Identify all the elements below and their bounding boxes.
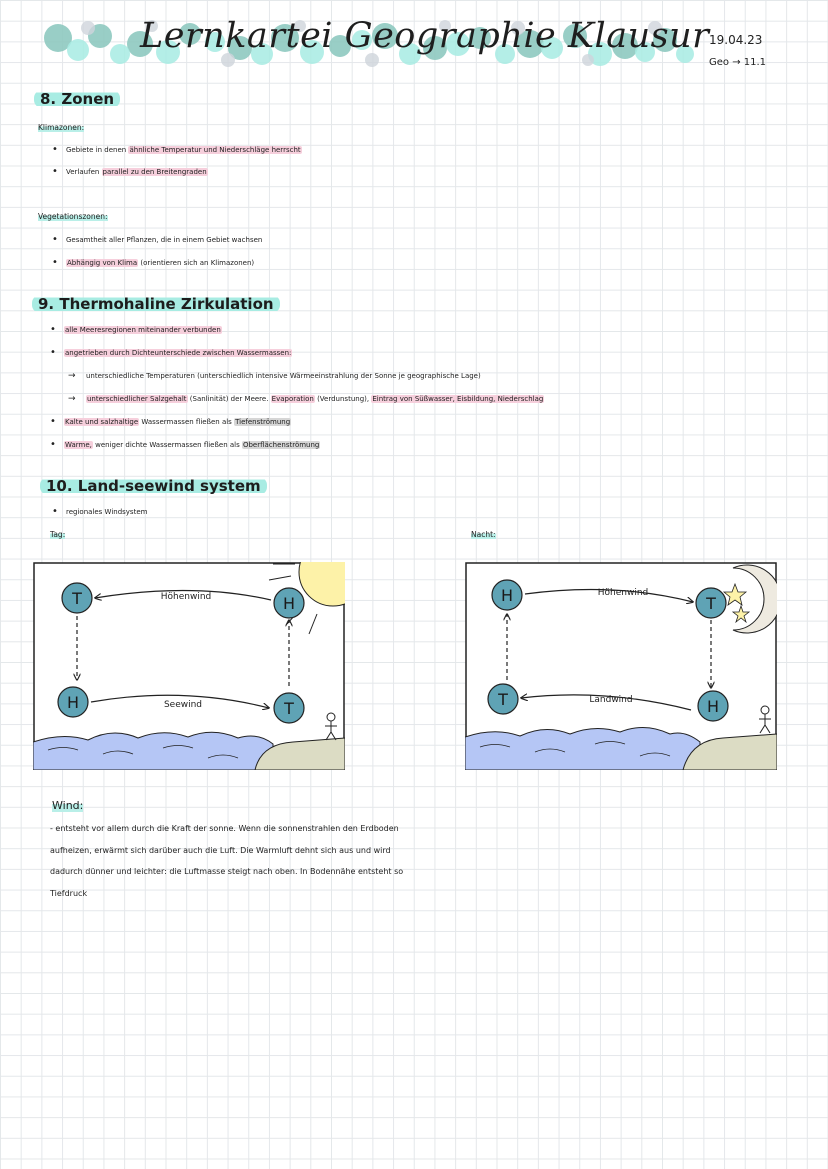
wind-line-3: dadurch dünner und leichter: die Luftmasse steigt nach oben. In Bodennähe entsteht so [50,867,404,876]
tag-bottom-left-pressure: H [66,693,80,712]
vegetationszonen-label: Vegetationszonen: [38,212,108,221]
veg-bullet-2-highlight: Abhängig von Klima [67,259,138,267]
tag-top-right-pressure: H [282,594,296,613]
section-9-heading: 9. Thermohaline Zirkulation [32,295,280,313]
wind-line-4: Tiefdruck [50,888,88,898]
tag-diagram [33,562,345,770]
thermo-bullet-3 [64,418,291,426]
tag-top-left-pressure: T [72,589,82,608]
thermo-bullet-4-text: weniger dichte Wassermassen fließen als [95,441,240,449]
section-8-heading: 8. Zonen [34,90,120,108]
thermo-bullet-3-highlight: Kalte und salzhaltige [65,418,139,426]
nacht-bottom-right-pressure: H [706,697,720,716]
wind-line-1: - entsteht vor allem durch die Kraft der sonne. Wenn die sonnenstrahlen den Erdboden [50,824,399,833]
thermo-arrow-2-text-2: (Verdunstung), [317,395,370,403]
oberflaechenstroemung-tag: Oberflächenströmung [242,441,320,449]
section-10-heading: 10. Land-seewind system [40,477,267,495]
thermo-bullet-2-highlight: angetrieben durch Dichteunterschiede zwischen Wassermassen: [65,349,292,357]
klima-bullet-1-highlight: ähnliche Temperatur und Niederschläge herrscht [129,146,301,154]
klima-bullet-2 [66,168,208,176]
veg-bullet-2-text: (orientieren sich an Klimazonen) [140,259,255,267]
thermo-arrow-2-text: (Sanlinität) der Meere. [189,395,269,403]
klima-bullet-1-text: Gebiete in denen [66,146,127,154]
klima-bullet-1 [66,146,302,154]
thermo-bullet-4-highlight: Warme, [65,441,92,449]
wind-label: Wind: [52,799,84,812]
nacht-bottom-wind-label: Landwind [589,695,633,705]
sea-shape [465,727,700,770]
thermo-arrow-2-hl-salz: unterschiedlicher Salzgehalt [87,395,187,403]
nacht-label: Nacht: [471,530,496,539]
tag-bottom-right-pressure: T [284,699,294,718]
thermo-arrow-1: → unterschiedliche Temperaturen (unterschiedlich intensive Wärmeeinstrahlung der Sonne je geographische Lage) [86,372,481,380]
thermo-bullet-1-highlight: alle Meeresregionen miteinander verbunden [65,326,221,334]
klima-bullet-2-text: Verlaufen [66,168,100,176]
nacht-top-right-pressure: T [706,594,716,613]
thermo-arrow-2 [86,395,544,403]
nacht-top-wind-label: Höhenwind [597,588,649,598]
veg-bullet-1: • Gesamtheit aller Pflanzen, die in einem Gebiet wachsen [66,236,262,244]
course-tag: Geo → 11.1 [709,57,767,68]
sea-shape [33,732,273,770]
thermo-bullet-1 [64,326,222,334]
klima-bullet-2-highlight: parallel zu den Breitengraden [102,168,207,176]
tag-bottom-wind-label: Seewind [163,700,203,710]
thermo-bullet-4 [64,441,320,449]
tag-label: Tag: [50,530,66,539]
wind-paragraph [50,818,480,904]
tag-top-wind-label: Höhenwind [160,592,212,602]
wind-line-2: aufheizen, erwärmt sich darüber auch die Luft. Die Warmluft dehnt sich aus und wird [50,845,391,855]
nacht-diagram [465,562,777,770]
thermo-arrow-2-hl-evap: Evaporation [271,395,314,403]
page-title: Lernkartei Geographie Klausur [140,16,710,56]
tiefenstroemung-tag: Tiefenströmung [235,418,291,426]
veg-bullet-2 [66,259,254,267]
windsystem-bullet: • regionales Windsystem [66,508,147,516]
thermo-bullet-2 [64,349,292,357]
nacht-bottom-left-pressure: T [498,690,508,709]
klimazonen-label: Klimazonen: [38,123,85,132]
thermo-bullet-3-text: Wassermassen fließen als [141,418,232,426]
thermo-arrow-2-hl-eintrag: Eintrag von Süßwasser, Eisbildung, Niederschlag [372,395,544,403]
nacht-top-left-pressure: H [500,586,514,605]
date: 19.04.23 [709,33,763,47]
